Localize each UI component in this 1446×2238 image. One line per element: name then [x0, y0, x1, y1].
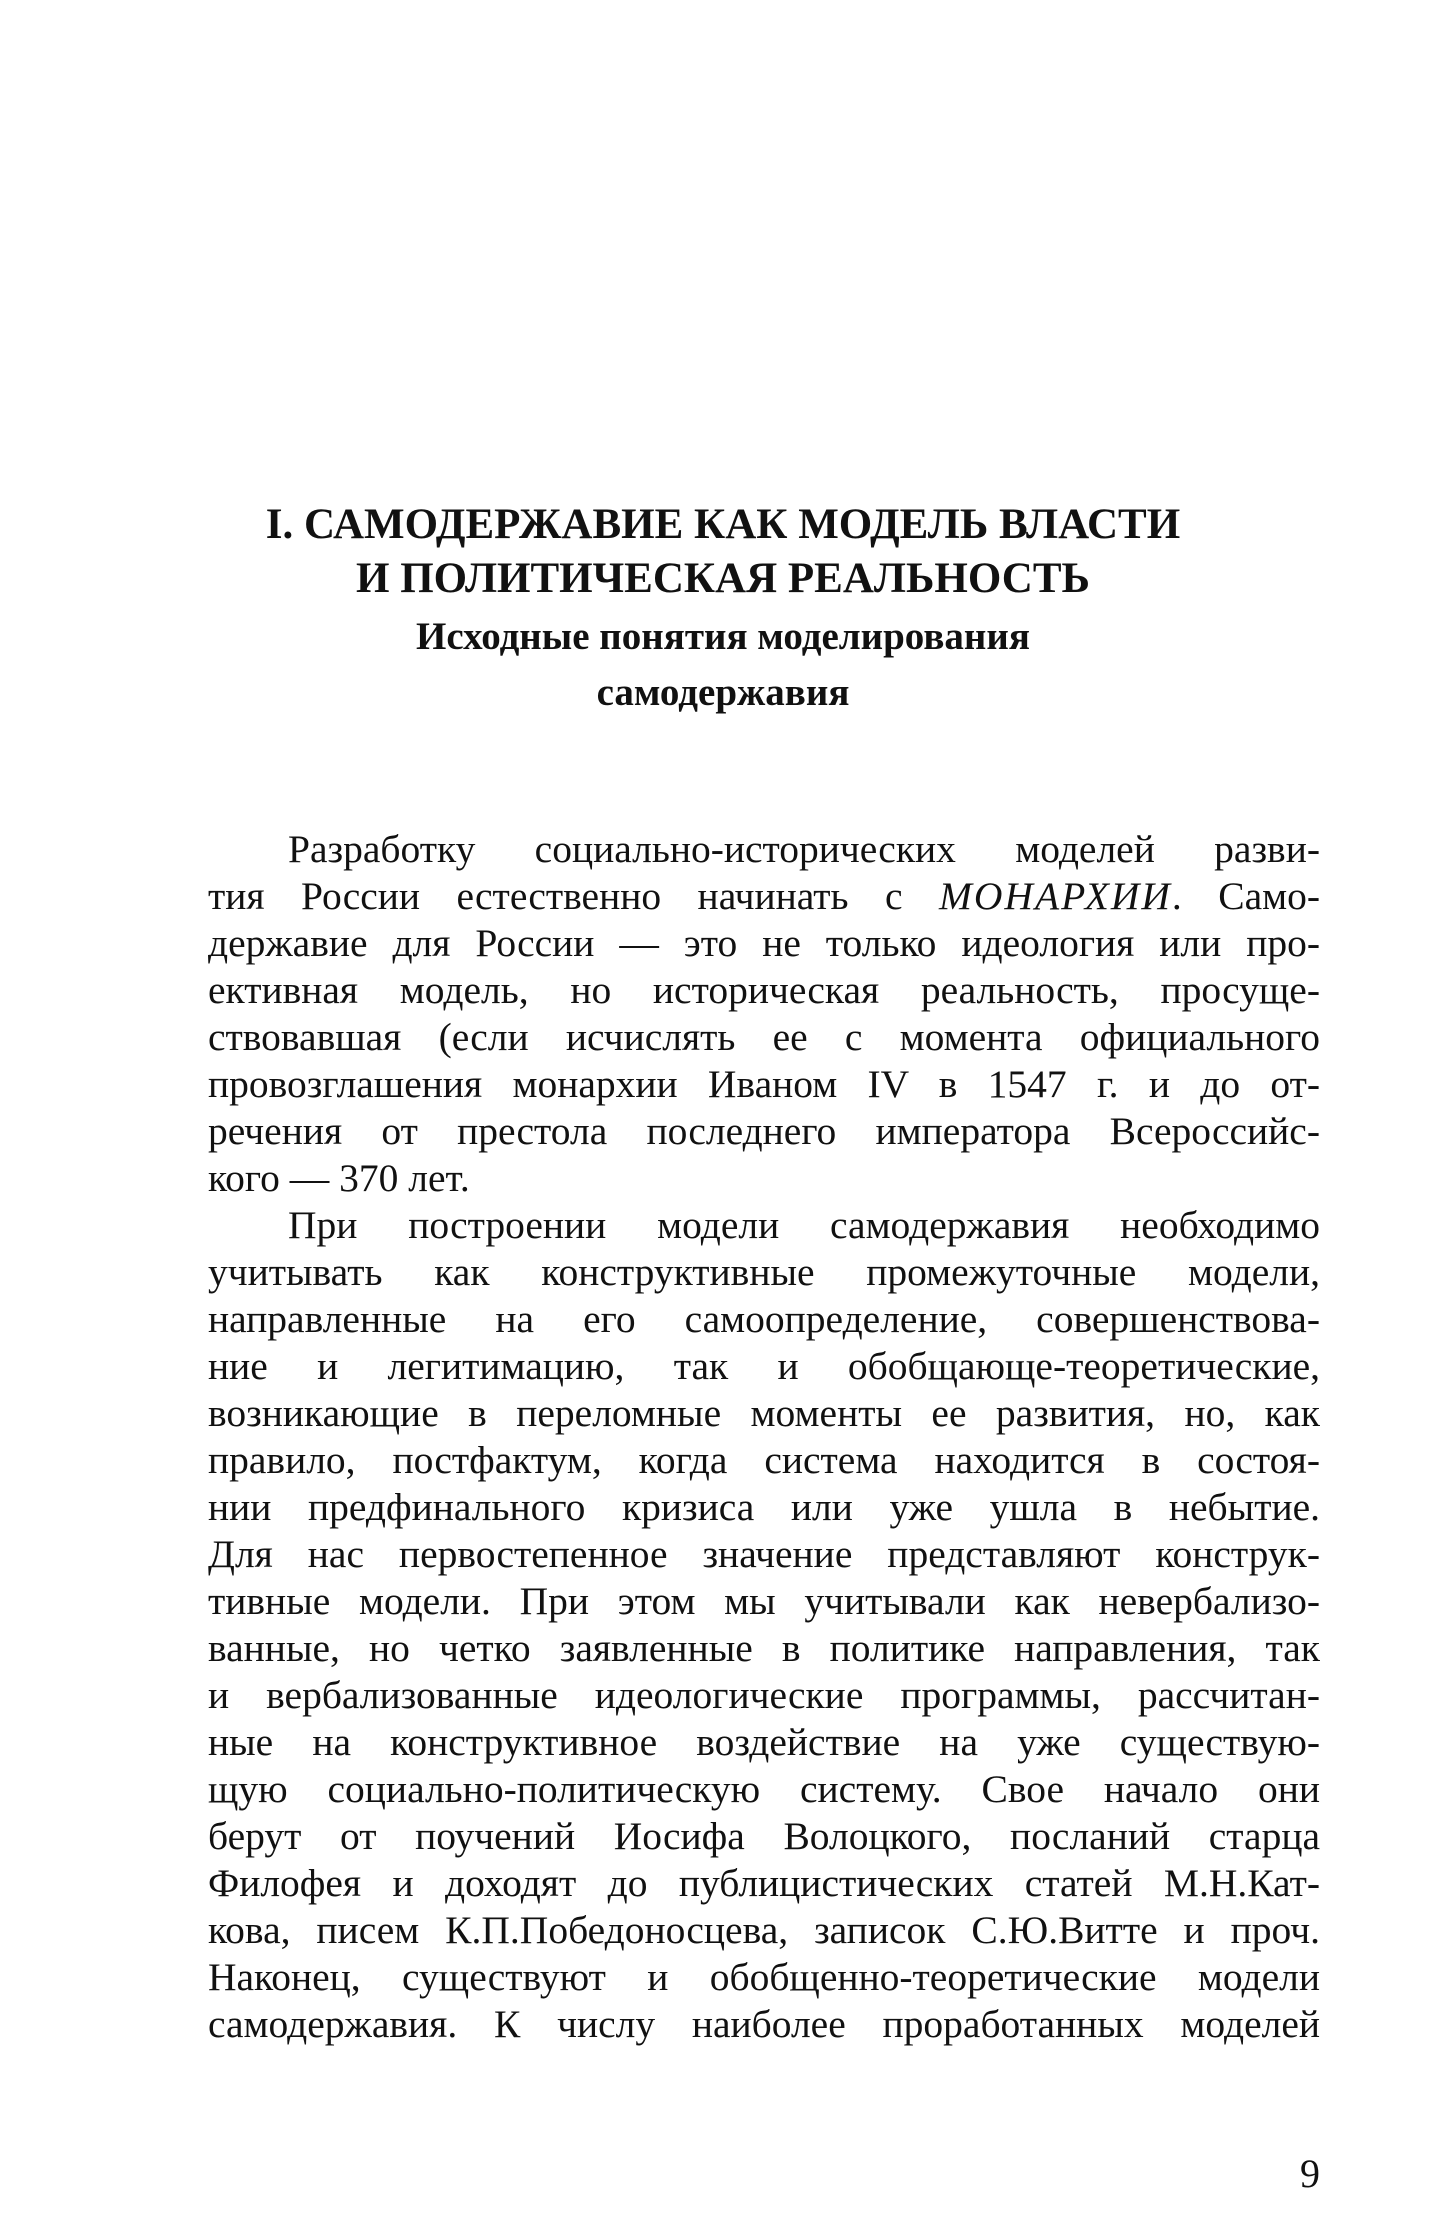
text-line: Филофея и доходят до публицистических статей М.Н.Кат-: [208, 1861, 1320, 1905]
chapter-title-line-2: И ПОЛИТИЧЕСКАЯ РЕАЛЬНОСТЬ: [356, 555, 1090, 602]
text-line: ние и легитимацию, так и обобщающе-теоретические,: [208, 1344, 1320, 1388]
text-fragment: тия России естественно начинать с: [208, 874, 939, 918]
text-line: кого — 370 лет.: [208, 1156, 470, 1200]
text-line: правило, постфактум, когда система находится в состоя-: [208, 1438, 1320, 1482]
text-line: ствовавшая (если исчислять ее с момента официального: [208, 1015, 1320, 1059]
text-line: самодержавия. К числу наиболее проработанных моделей: [208, 2002, 1320, 2046]
text-line: державие для России — это не только идеология или про-: [208, 921, 1320, 965]
page-number: 9: [1300, 2151, 1320, 2196]
text-line: Для нас первостепенное значение представляют конструк-: [208, 1532, 1320, 1576]
chapter-title-line-1: I. САМОДЕРЖАВИЕ КАК МОДЕЛЬ ВЛАСТИ: [265, 501, 1181, 548]
text-line: щую социально-политическую систему. Свое начало они: [208, 1767, 1320, 1811]
text-line: нии предфинального кризиса или уже ушла в небытие.: [208, 1485, 1320, 1529]
text-line: направленные на его самоопределение, совершенствова-: [208, 1297, 1320, 1341]
text-line: кова, писем К.П.Победоносцева, записок С.Ю.Витте и проч.: [208, 1908, 1320, 1952]
text-line: берут от поучений Иосифа Волоцкого, посланий старца: [208, 1814, 1320, 1858]
paragraph-1: [208, 826, 1320, 1202]
text-line: ные на конструктивное воздействие на уже существую-: [208, 1720, 1320, 1764]
emphasized-term: МОНАРХИИ: [939, 874, 1172, 918]
text-line: ективная модель, но историческая реальность, просуще-: [208, 968, 1320, 1012]
text-line: речения от престола последнего императора Всероссийс-: [208, 1109, 1320, 1153]
text-fragment: . Само-: [1171, 874, 1321, 918]
text-line: возникающие в переломные моменты ее развития, но, как: [208, 1391, 1320, 1435]
text-line: ванные, но четко заявленные в политике направления, так: [208, 1626, 1320, 1670]
chapter-subtitle-line-1: Исходные понятия моделирования: [416, 615, 1030, 658]
text-line: и вербализованные идеологические программы, рассчитан-: [208, 1673, 1320, 1717]
text-line: При построении модели самодержавия необходимо: [288, 1203, 1320, 1247]
text-line: провозглашения монархии Иваном IV в 1547 г. и до от-: [208, 1062, 1320, 1106]
paragraph-2: [208, 1202, 1320, 2048]
text-line: Разработку социально-исторических моделей разви-: [288, 827, 1320, 871]
text-line: учитывать как конструктивные промежуточные модели,: [208, 1250, 1320, 1294]
text-line: Наконец, существуют и обобщенно-теоретические модели: [208, 1955, 1320, 1999]
text-line: [208, 873, 1320, 920]
chapter-subtitle-line-2: самодержавия: [596, 671, 850, 714]
text-line: тивные модели. При этом мы учитывали как невербализо-: [208, 1579, 1320, 1623]
